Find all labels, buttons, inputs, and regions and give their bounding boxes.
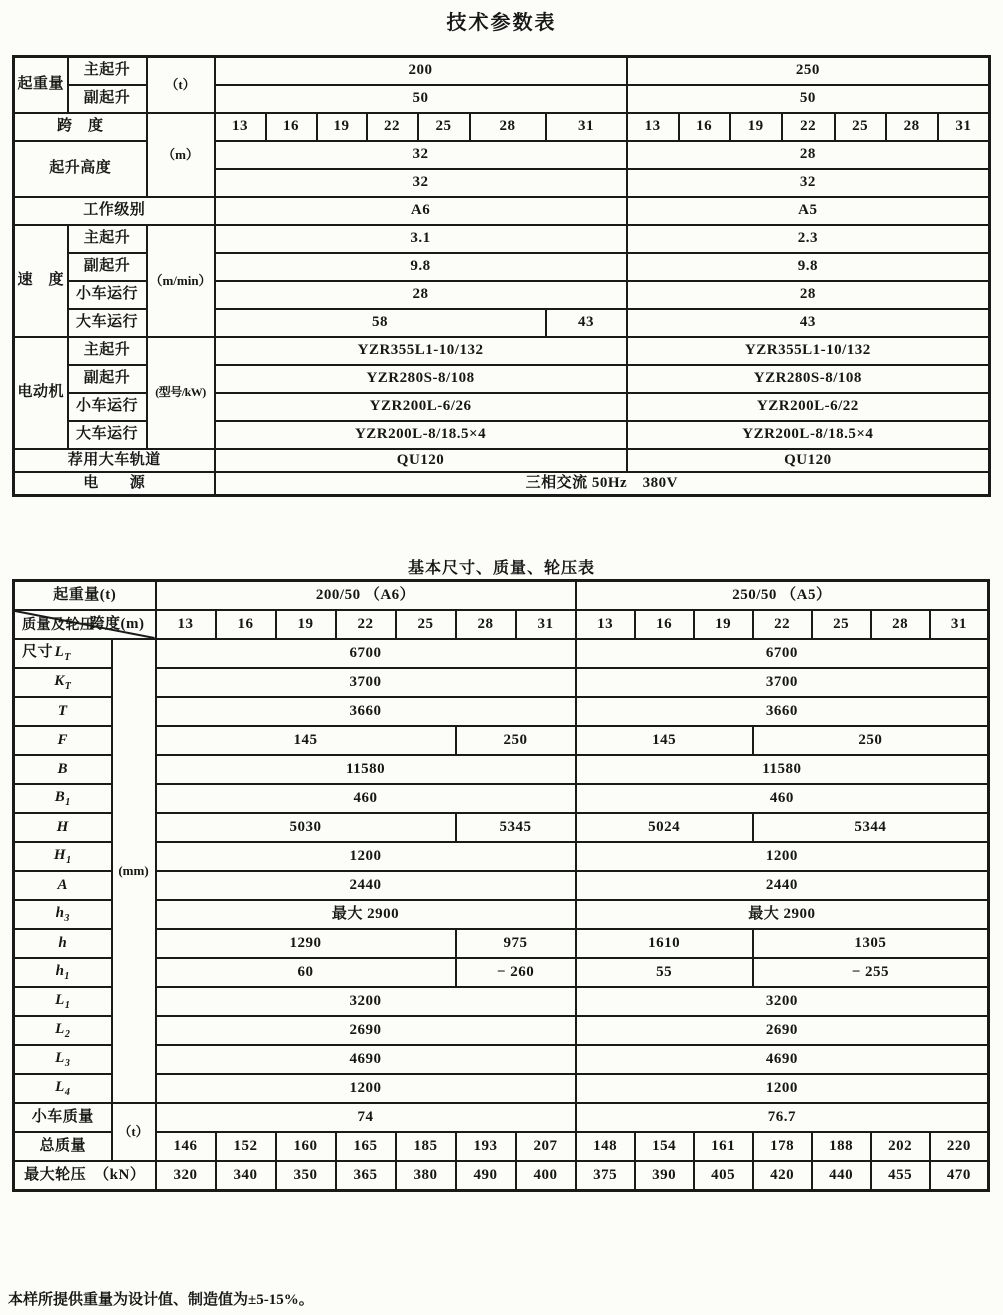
speed-trolley-200: 28 — [215, 281, 627, 309]
value-cell: 60 — [156, 958, 456, 987]
value-cell: 1200 — [156, 1074, 576, 1103]
row-motor-main — [14, 337, 990, 365]
value-cell: 185 — [396, 1132, 456, 1161]
lift-height-label: 起升高度 — [14, 141, 147, 197]
value-cell: 6700 — [576, 639, 989, 668]
main-hoist-label: 主起升 — [68, 337, 147, 365]
t2-row-trolley-mass — [14, 1103, 989, 1132]
value-cell: 145 — [576, 726, 753, 755]
t2-header-spans — [14, 610, 989, 639]
row-work-class — [14, 197, 990, 225]
span-cell: 19 — [317, 113, 367, 141]
t2-row-LT — [14, 639, 989, 668]
value-cell: 3700 — [576, 668, 989, 697]
span-cell: 28 — [470, 113, 546, 141]
span-cell: 22 — [753, 610, 812, 639]
main-hoist-label: 主起升 — [68, 57, 147, 86]
span-cell: 25 — [396, 610, 456, 639]
span-cell: 28 — [886, 113, 938, 141]
value-cell: 975 — [456, 929, 576, 958]
capacity-aux-200: 50 — [215, 85, 627, 113]
speed-main-250: 2.3 — [627, 225, 990, 253]
motor-crane-250: YZR200L-8/18.5×4 — [627, 421, 990, 449]
value-cell: 460 — [156, 784, 576, 813]
value-cell: 220 — [930, 1132, 989, 1161]
capacity-main-250: 250 — [627, 57, 990, 86]
value-cell: 4690 — [576, 1045, 989, 1074]
t2-row-F — [14, 726, 989, 755]
span-cell: 25 — [418, 113, 470, 141]
span-cell: 28 — [871, 610, 930, 639]
value-cell: 3200 — [156, 987, 576, 1016]
value-cell: 202 — [871, 1132, 930, 1161]
lift-height-a5-main: 28 — [627, 141, 990, 169]
span-label: 跨 度 — [14, 113, 147, 141]
wheel-load-label: 最大轮压 （kN） — [14, 1161, 156, 1191]
value-cell: 3660 — [576, 697, 989, 726]
t2-row-B1 — [14, 784, 989, 813]
symbol-cell: h — [14, 929, 112, 958]
value-cell: 1610 — [576, 929, 753, 958]
diag-dimension-label: 尺寸 — [22, 644, 54, 660]
value-cell: 178 — [753, 1132, 812, 1161]
value-cell: 375 — [576, 1161, 635, 1191]
crane-travel-label: 大车运行 — [68, 309, 147, 337]
value-cell: 152 — [216, 1132, 276, 1161]
span-cell: 31 — [516, 610, 576, 639]
value-cell: 405 — [694, 1161, 753, 1191]
value-cell: 188 — [812, 1132, 871, 1161]
span-cell: 22 — [782, 113, 835, 141]
value-cell: 350 — [276, 1161, 336, 1191]
value-cell: 1305 — [753, 929, 989, 958]
span-cell: 31 — [938, 113, 990, 141]
table1-title: 技术参数表 — [446, 12, 557, 34]
speed-trolley-250: 28 — [627, 281, 990, 309]
span-cell: 22 — [367, 113, 418, 141]
t2-row-T — [14, 697, 989, 726]
span-cell: 19 — [276, 610, 336, 639]
value-cell: 55 — [576, 958, 753, 987]
value-cell: 5030 — [156, 813, 456, 842]
symbol-cell: $H_1$ — [14, 842, 112, 871]
value-cell: 145 — [156, 726, 456, 755]
value-cell: 207 — [516, 1132, 576, 1161]
speed-aux-250: 9.8 — [627, 253, 990, 281]
value-cell: 390 — [635, 1161, 694, 1191]
span-cell: 19 — [730, 113, 782, 141]
work-class-label: 工作级别 — [14, 197, 215, 225]
aux-hoist-label: 副起升 — [68, 253, 147, 281]
span-cell: 22 — [336, 610, 396, 639]
crane-travel-label: 大车运行 — [68, 421, 147, 449]
value-cell: 146 — [156, 1132, 216, 1161]
t2-row-H1 — [14, 842, 989, 871]
symbol-cell: $K_T$ — [14, 668, 112, 697]
t2-row-B — [14, 755, 989, 784]
symbol-cell: $h_1$ — [14, 958, 112, 987]
t2-row-total-mass — [14, 1132, 989, 1161]
aux-hoist-label: 副起升 — [68, 85, 147, 113]
motor-main-250: YZR355L1-10/132 — [627, 337, 990, 365]
rail-250: QU120 — [627, 449, 990, 472]
motor-group-label: 电动机 — [14, 337, 68, 449]
value-cell: 340 — [216, 1161, 276, 1191]
symbol-cell: $L_4$ — [14, 1074, 112, 1103]
dimensions-mass-wheel-load-table — [12, 579, 990, 1192]
span-cell: 25 — [835, 113, 886, 141]
value-cell: 1290 — [156, 929, 456, 958]
value-cell: 3200 — [576, 987, 989, 1016]
motor-aux-200: YZR280S-8/108 — [215, 365, 627, 393]
value-cell: 470 — [930, 1161, 989, 1191]
span-cell: 13 — [215, 113, 266, 141]
value-cell: 最大 2900 — [156, 900, 576, 929]
motor-trolley-200: YZR200L-6/26 — [215, 393, 627, 421]
value-cell: − 255 — [753, 958, 989, 987]
symbol-cell: B — [14, 755, 112, 784]
value-cell: 440 — [812, 1161, 871, 1191]
value-cell: 490 — [456, 1161, 516, 1191]
value-cell: 74 — [156, 1103, 576, 1132]
span-cell: 16 — [679, 113, 730, 141]
capacity-group-label: 起重量 — [14, 57, 68, 114]
motor-trolley-250: YZR200L-6/22 — [627, 393, 990, 421]
t2-group-a5: 250/50 （A5） — [576, 581, 989, 611]
speed-crane-200-short: 58 — [215, 309, 546, 337]
value-cell: 455 — [871, 1161, 930, 1191]
technical-parameters-table — [12, 55, 991, 497]
symbol-cell: $L_T$ — [14, 639, 112, 668]
row-capacity-main — [14, 57, 990, 86]
value-cell: 5024 — [576, 813, 753, 842]
trolley-travel-label: 小车运行 — [68, 281, 147, 309]
span-cell: 25 — [812, 610, 871, 639]
table2-title: 基本尺寸、质量、轮压表 — [407, 560, 595, 577]
t2-row-wheel-load — [14, 1161, 989, 1191]
t2-row-L4 — [14, 1074, 989, 1103]
unit-t: （t） — [147, 57, 215, 114]
total-mass-label: 总质量 — [14, 1132, 112, 1161]
value-cell: 460 — [576, 784, 989, 813]
span-cell: 16 — [635, 610, 694, 639]
value-cell: 6700 — [156, 639, 576, 668]
unit-t: （t） — [112, 1103, 156, 1161]
aux-hoist-label: 副起升 — [68, 365, 147, 393]
value-cell: 320 — [156, 1161, 216, 1191]
value-cell: 5345 — [456, 813, 576, 842]
t2-row-KT — [14, 668, 989, 697]
value-cell: 4690 — [156, 1045, 576, 1074]
row-speed-main — [14, 225, 990, 253]
symbol-cell: T — [14, 697, 112, 726]
rail-200: QU120 — [215, 449, 627, 472]
span-cell: 13 — [627, 113, 679, 141]
unit-mm: (mm) — [112, 639, 156, 1103]
t2-row-L2 — [14, 1016, 989, 1045]
t2-row-h — [14, 929, 989, 958]
symbol-cell: A — [14, 871, 112, 900]
unit-m: （m） — [147, 113, 215, 197]
span-cell: 16 — [266, 113, 317, 141]
row-rail — [14, 449, 990, 472]
work-class-200: A6 — [215, 197, 627, 225]
symbol-cell: $B_1$ — [14, 784, 112, 813]
row-spans — [14, 113, 990, 141]
speed-aux-200: 9.8 — [215, 253, 627, 281]
trolley-mass-label: 小车质量 — [14, 1103, 112, 1132]
t2-row-H — [14, 813, 989, 842]
work-class-250: A5 — [627, 197, 990, 225]
value-cell: 2690 — [156, 1016, 576, 1045]
symbol-cell: $h_3$ — [14, 900, 112, 929]
row-power — [14, 472, 990, 496]
value-cell: 2440 — [156, 871, 576, 900]
lift-height-a6-main: 32 — [215, 141, 627, 169]
value-cell: 3660 — [156, 697, 576, 726]
t2-row-h3 — [14, 900, 989, 929]
value-cell: 400 — [516, 1161, 576, 1191]
footnote: 本样所提供重量为设计值、制造值为±5-15%。 — [8, 1292, 314, 1308]
value-cell: 420 — [753, 1161, 812, 1191]
value-cell: 2440 — [576, 871, 989, 900]
speed-group-label: 速 度 — [14, 225, 68, 337]
value-cell: 1200 — [156, 842, 576, 871]
diag-span-label: 跨度(m) — [89, 616, 145, 632]
speed-main-200: 3.1 — [215, 225, 627, 253]
main-hoist-label: 主起升 — [68, 225, 147, 253]
value-cell: − 260 — [456, 958, 576, 987]
value-cell: 154 — [635, 1132, 694, 1161]
power-label: 电 源 — [14, 472, 215, 496]
symbol-cell: $L_3$ — [14, 1045, 112, 1074]
span-cell: 13 — [576, 610, 635, 639]
symbol-cell: H — [14, 813, 112, 842]
t2-header-groups — [14, 581, 989, 611]
t2-row-A — [14, 871, 989, 900]
motor-aux-250: YZR280S-8/108 — [627, 365, 990, 393]
span-cell: 16 — [216, 610, 276, 639]
diag-mass-label: 质量及轮压 — [22, 617, 95, 633]
value-cell: 11580 — [576, 755, 989, 784]
value-cell: 148 — [576, 1132, 635, 1161]
value-cell: 250 — [456, 726, 576, 755]
t2-row-L3 — [14, 1045, 989, 1074]
unit-model-kw: (型号/kW) — [147, 337, 215, 449]
speed-crane-250: 43 — [627, 309, 990, 337]
symbol-cell: F — [14, 726, 112, 755]
lift-height-a6-aux: 32 — [215, 169, 627, 197]
t2-row-L1 — [14, 987, 989, 1016]
value-cell: 5344 — [753, 813, 989, 842]
unit-m-min: （m/min） — [147, 225, 215, 337]
value-cell: 160 — [276, 1132, 336, 1161]
value-cell: 161 — [694, 1132, 753, 1161]
span-cell: 19 — [694, 610, 753, 639]
value-cell: 1200 — [576, 1074, 989, 1103]
power-value: 三相交流 50Hz 380V — [215, 472, 990, 496]
capacity-main-200: 200 — [215, 57, 627, 86]
value-cell: 365 — [336, 1161, 396, 1191]
value-cell: 193 — [456, 1132, 516, 1161]
rail-label: 荐用大车轨道 — [14, 449, 215, 472]
span-cell: 31 — [546, 113, 627, 141]
value-cell: 165 — [336, 1132, 396, 1161]
speed-crane-200-long: 43 — [546, 309, 627, 337]
value-cell: 11580 — [156, 755, 576, 784]
t2-row-h1 — [14, 958, 989, 987]
span-cell: 28 — [456, 610, 516, 639]
value-cell: 3700 — [156, 668, 576, 697]
motor-crane-200: YZR200L-8/18.5×4 — [215, 421, 627, 449]
capacity-aux-250: 50 — [627, 85, 990, 113]
symbol-cell: $L_2$ — [14, 1016, 112, 1045]
symbol-cell: $L_1$ — [14, 987, 112, 1016]
lift-height-a5-aux: 32 — [627, 169, 990, 197]
motor-main-200: YZR355L1-10/132 — [215, 337, 627, 365]
value-cell: 最大 2900 — [576, 900, 989, 929]
t2-capacity-label: 起重量(t) — [14, 581, 156, 611]
trolley-travel-label: 小车运行 — [68, 393, 147, 421]
value-cell: 250 — [753, 726, 989, 755]
t2-group-a6: 200/50 （A6） — [156, 581, 576, 611]
span-cell: 31 — [930, 610, 989, 639]
value-cell: 380 — [396, 1161, 456, 1191]
value-cell: 2690 — [576, 1016, 989, 1045]
value-cell: 76.7 — [576, 1103, 989, 1132]
value-cell: 1200 — [576, 842, 989, 871]
span-cell: 13 — [156, 610, 216, 639]
